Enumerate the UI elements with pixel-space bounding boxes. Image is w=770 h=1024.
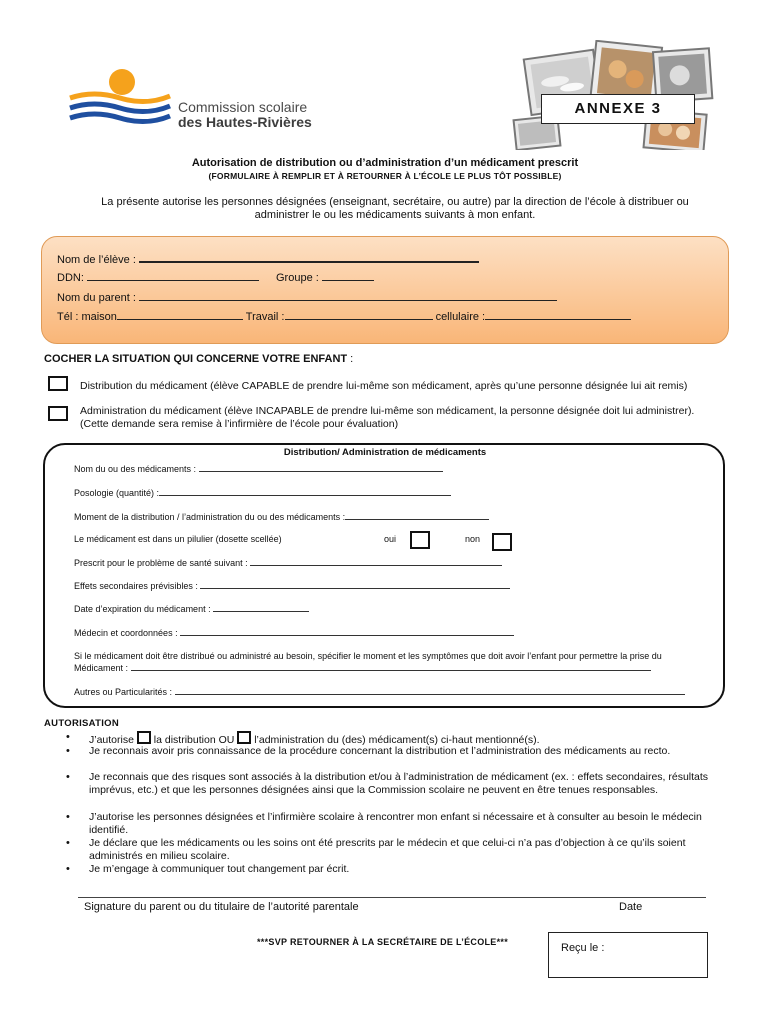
groupe-label: Groupe :: [276, 272, 319, 284]
bullet-icon: •: [66, 811, 70, 823]
student-name-line[interactable]: [139, 251, 479, 263]
intro-text: La présente autorise les personnes désignées (enseignant, secrétaire, ou autre) par la direction de l’école à distribuer ou administrer le ou les médicaments suivants à mon enfant.: [101, 196, 689, 221]
besoin-field[interactable]: Si le médicament doit être distribué ou administré au besoin, spécifier le moment et les symptômes que doit avoir l’enfant pour permettre la prise du Médicament :: [74, 651, 662, 673]
expiration-field[interactable]: Date d’expiration du médicament :: [74, 603, 309, 614]
moment-line[interactable]: [345, 511, 489, 520]
phone-home-label: Tél : maison: [57, 311, 117, 323]
autres-field[interactable]: Autres ou Particularités :: [74, 686, 685, 697]
medication-box-title: Distribution/ Administration de médicaments: [283, 447, 487, 458]
administration-option-text: Administration du médicament (élève INCAPABLE de prendre lui-même son médicament, la personne désignée doit lui administrer). (Cette demande sera remise à l’infirmière de l’école pour évaluation): [80, 405, 695, 430]
bullet-icon: •: [66, 837, 70, 849]
authorization-item: Je reconnais avoir pris connaissance de la procédure concernant la distribution et l’administration des médicaments au recto.: [89, 745, 671, 757]
distribution-checkbox[interactable]: [48, 376, 68, 391]
authorization-item: Je reconnais que des risques sont associés à la distribution et/ou à l’administration de médicament (ex. : effets secondaires, résultats imprévus, etc.) et que les personnes désignées ainsi que la Commission scolaire ne peuvent en être tenues responsables.: [89, 771, 709, 796]
bullet-icon: •: [66, 745, 70, 757]
org-name-line1: Commission scolaire: [178, 99, 308, 115]
distribution-option-text: Distribution du médicament (élève CAPABLE de prendre lui-même son médicament, après qu’une personne désignée lui ait remis): [80, 380, 688, 392]
authorization-choice-line: J’autorise la distribution OU l’administration du (des) médicament(s) ci-haut mentionné(s).: [89, 731, 719, 747]
situation-heading: COCHER LA SITUATION QUI CONCERNE VOTRE ENFANT :: [44, 353, 354, 365]
groupe-line[interactable]: [322, 270, 374, 281]
med-name-field[interactable]: Nom du ou des médicaments :: [74, 463, 443, 474]
oui-checkbox[interactable]: [410, 531, 430, 549]
signature-label: Signature du parent ou du titulaire de l’autorité parentale: [84, 901, 359, 913]
effets-line[interactable]: [200, 580, 510, 589]
bullet-icon: •: [66, 731, 70, 743]
non-label: non: [465, 534, 481, 544]
expiration-line[interactable]: [213, 603, 309, 612]
posologie-line[interactable]: [159, 487, 451, 496]
prescrit-line[interactable]: [250, 557, 502, 566]
authorize-distribution-checkbox[interactable]: [137, 731, 151, 744]
phone-cell-line[interactable]: [485, 309, 631, 320]
bullet-icon: •: [66, 863, 70, 875]
bullet-icon: •: [66, 771, 70, 783]
moment-field[interactable]: Moment de la distribution / l’administration du ou des médicaments :: [74, 511, 489, 522]
non-checkbox[interactable]: [492, 533, 512, 551]
oui-label: oui: [384, 534, 397, 544]
medecin-field[interactable]: Médecin et coordonnées :: [74, 627, 514, 638]
medecin-line[interactable]: [180, 627, 514, 636]
groupe-field[interactable]: [276, 270, 374, 284]
form-title: Autorisation de distribution ou d’administration d’un médicament prescrit: [191, 157, 579, 169]
org-name: [178, 100, 312, 130]
phone-work-line[interactable]: [285, 309, 433, 320]
phone-work-label: Travail :: [245, 311, 285, 323]
parent-name-line[interactable]: [139, 290, 557, 301]
ddn-line[interactable]: [87, 270, 259, 281]
parent-name-label: Nom du parent :: [57, 292, 136, 304]
phone-fields: [57, 309, 631, 323]
posologie-field[interactable]: Posologie (quantité) :: [74, 487, 451, 498]
med-name-line[interactable]: [199, 463, 443, 472]
authorization-item: J’autorise les personnes désignées et l’infirmière scolaire à rencontrer mon enfant si nécessaire et à consulter au besoin le médecin identifié.: [89, 811, 702, 836]
ddn-label: DDN:: [57, 272, 84, 284]
besoin-line[interactable]: [131, 662, 651, 671]
authorization-item: Je m’engage à communiquer tout changement par écrit.: [89, 863, 350, 875]
annexe-label: ANNEXE 3: [541, 94, 695, 124]
phone-cell-label: cellulaire :: [435, 311, 486, 323]
signature-line[interactable]: [78, 897, 706, 898]
return-instruction: ***SVP RETOURNER À LA SECRÉTAIRE DE L’ÉCOLE***: [257, 937, 509, 947]
ddn-field[interactable]: [57, 270, 259, 284]
prescrit-field[interactable]: Prescrit pour le problème de santé suivant :: [74, 557, 502, 568]
phone-home-line[interactable]: [117, 309, 243, 320]
authorization-item: Je déclare que les médicaments ou les soins ont été prescrits par le médecin et que celui-ci n’a pas d’objection à ce qu’ils soient administrés en milieu scolaire.: [89, 837, 686, 862]
autres-line[interactable]: [175, 686, 685, 695]
pilulier-label: Le médicament est dans un pilulier (dosette scellée): [74, 534, 282, 544]
student-name-label: Nom de l’élève :: [57, 254, 136, 266]
administration-checkbox[interactable]: [48, 406, 68, 421]
org-name-line2: des Hautes-Rivières: [178, 114, 312, 130]
received-label: Reçu le :: [561, 942, 605, 954]
parent-name-field[interactable]: [57, 290, 557, 304]
effets-field[interactable]: Effets secondaires prévisibles :: [74, 580, 510, 591]
authorization-heading: AUTORISATION: [44, 718, 120, 729]
logo-icon: [64, 66, 174, 128]
form-subtitle: (FORMULAIRE À REMPLIR ET À RETOURNER À L’ÉCOLE LE PLUS TÔT POSSIBLE): [208, 171, 562, 181]
date-label: Date: [619, 901, 643, 913]
received-box[interactable]: [548, 932, 708, 978]
student-name-field[interactable]: [57, 251, 479, 266]
authorize-administration-checkbox[interactable]: [237, 731, 251, 744]
